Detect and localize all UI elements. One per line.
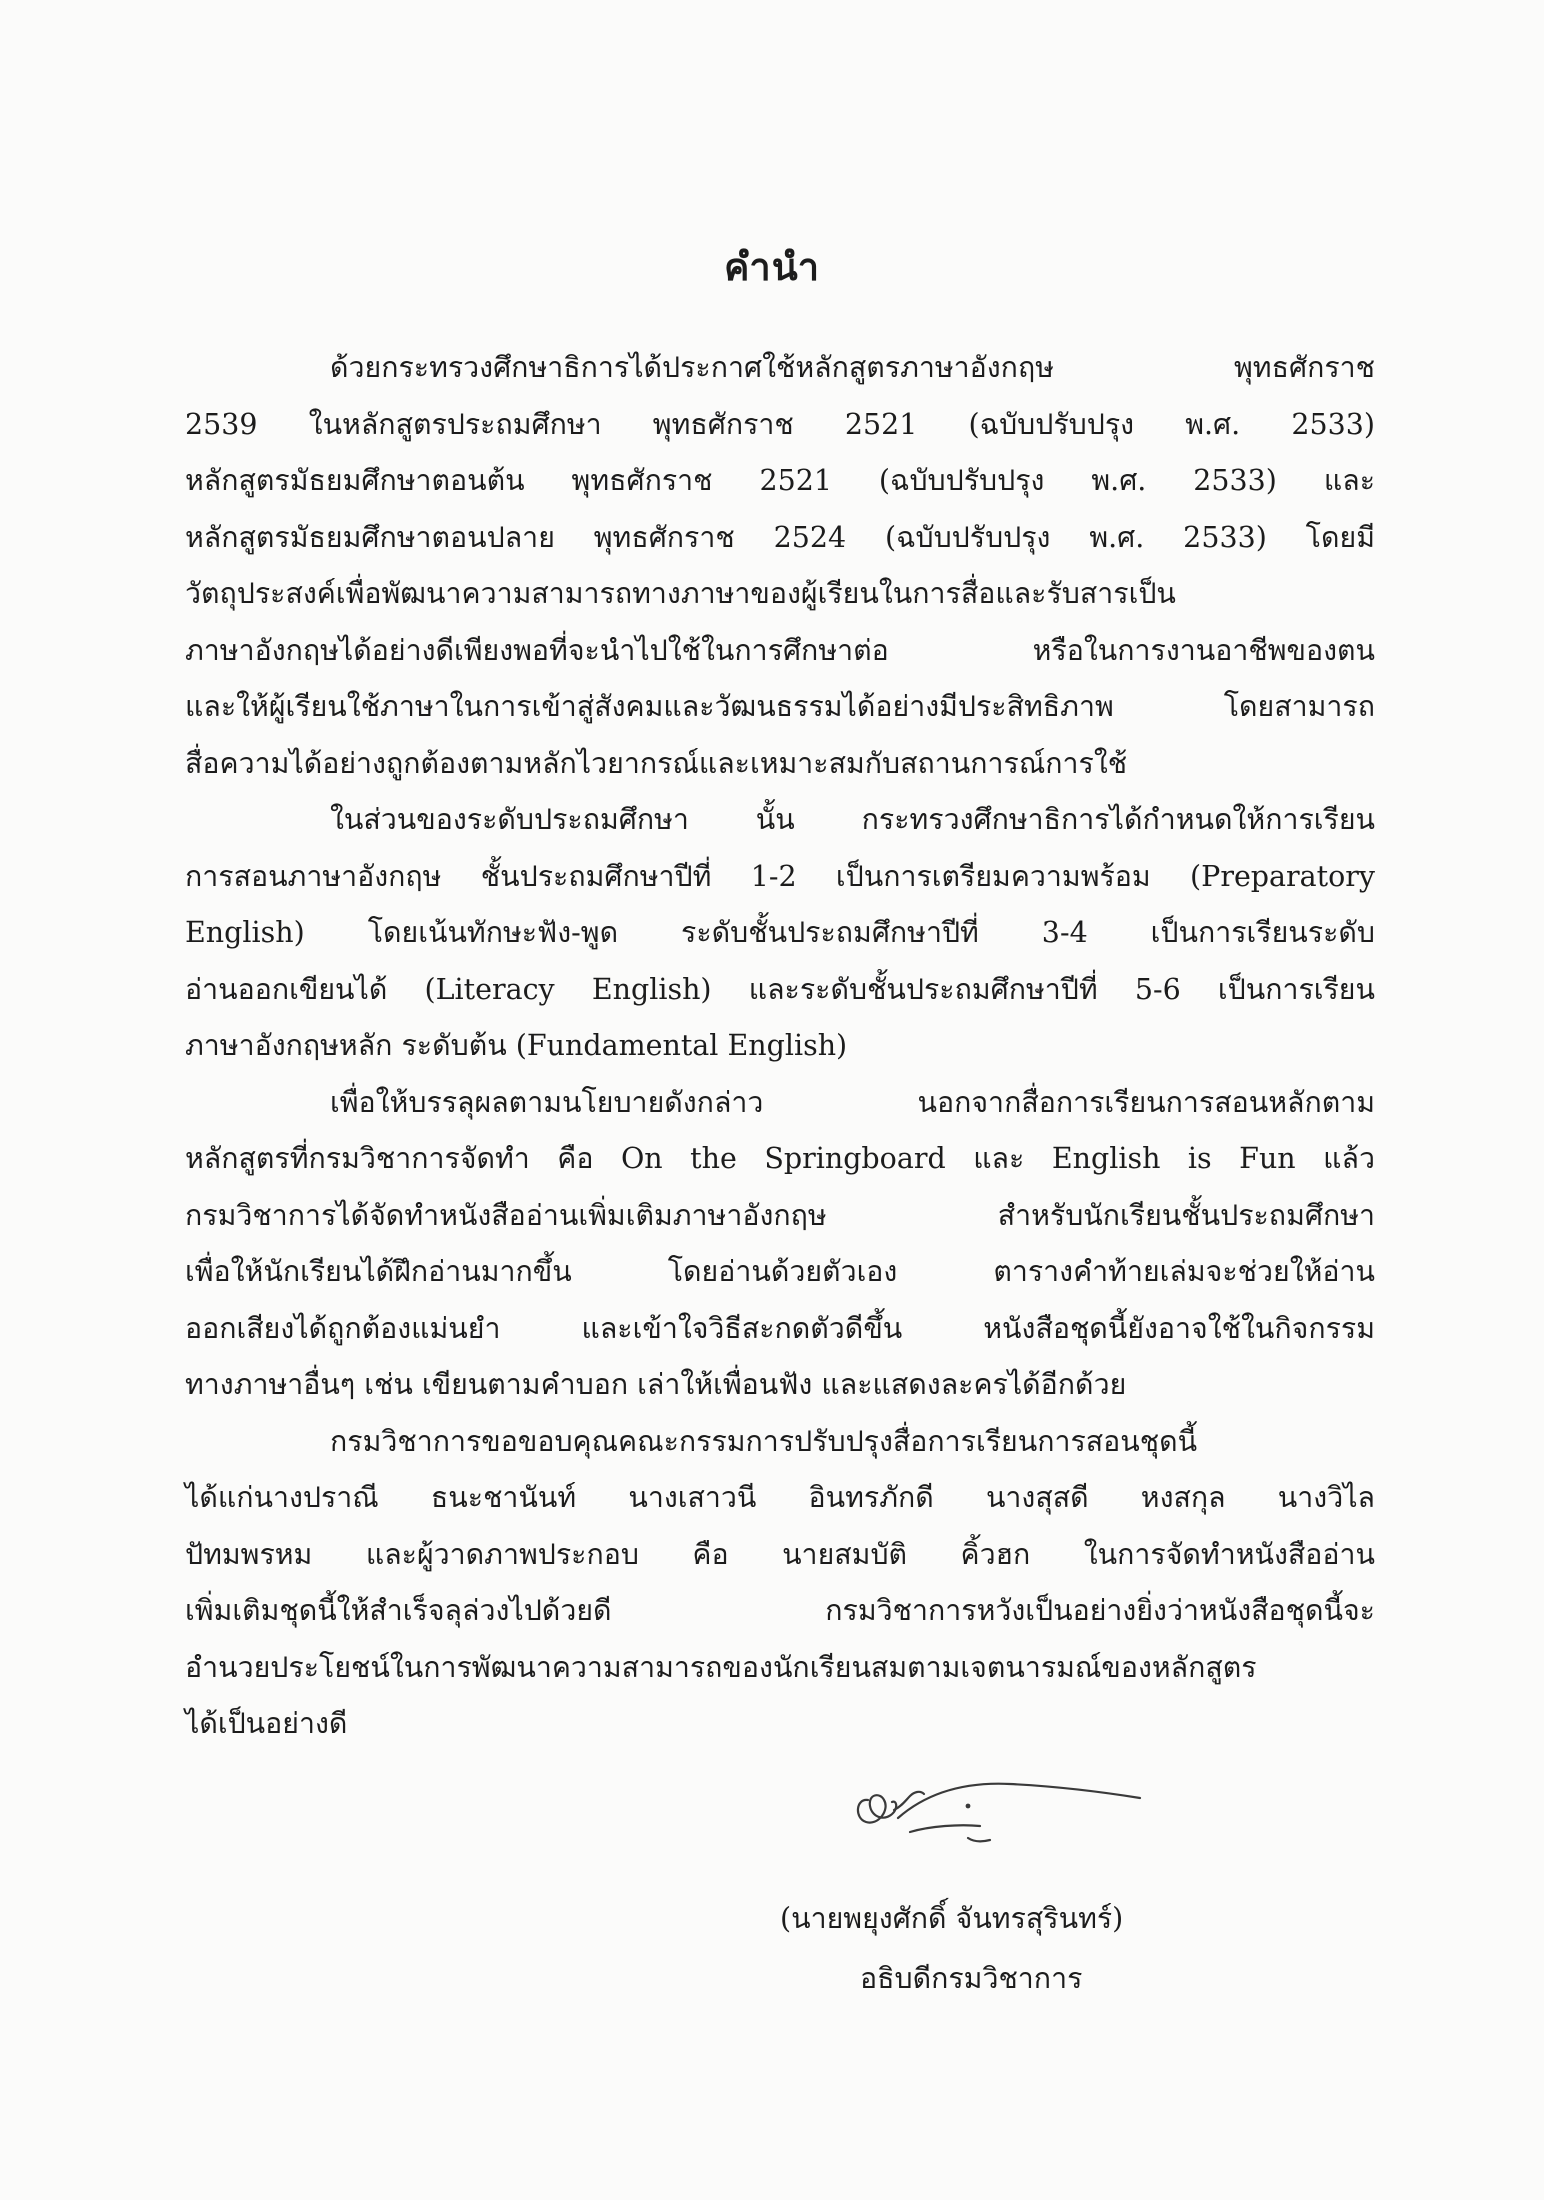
- paragraph-3-line-5: ออกเสียงได้ถูกต้องแม่นยำ และเข้าใจวิธีสะกดตัวดีขึ้น หนังสือชุดนี้ยังอาจใช้ในกิจกรรม: [185, 1311, 1375, 1345]
- paragraph-3-line-1: เพื่อให้บรรลุผลตามนโยบายดังกล่าว นอกจากสื่อการเรียนการสอนหลักตาม: [330, 1085, 1375, 1119]
- paragraph-2-line-3: English) โดยเน้นทักษะฟัง-พูด ระดับชั้นประถมศึกษาปีที่ 3-4 เป็นการเรียนระดับ: [185, 916, 1375, 949]
- paragraph-2-line-4: อ่านออกเขียนได้ (Literacy English) และระดับชั้นประถมศึกษาปีที่ 5-6 เป็นการเรียน: [185, 972, 1375, 1006]
- paragraph-1-line-4: หลักสูตรมัธยมศึกษาตอนปลาย พุทธศักราช 2524 (ฉบับปรับปรุง พ.ศ. 2533) โดยมี: [185, 520, 1375, 554]
- paragraph-4-line-4: เพิ่มเติมชุดนี้ให้สำเร็จลุล่วงไปด้วยดี กรมวิชาการหวังเป็นอย่างยิ่งว่าหนังสือชุดนี้จะ: [185, 1594, 1375, 1627]
- signatory-name: (นายพยุงศักดิ์ จันทรสุรินทร์): [780, 1902, 1124, 1935]
- paragraph-2-line-1: ในส่วนของระดับประถมศึกษา นั้น กระทรวงศึกษาธิการได้กำหนดให้การเรียน: [330, 803, 1375, 836]
- paragraph-4-line-5: อำนวยประโยชน์ในการพัฒนาความสามารถของนักเรียนสมตามเจตนารมณ์ของหลักสูตร: [185, 1650, 1257, 1684]
- paragraph-2-line-5: ภาษาอังกฤษหลัก ระดับต้น (Fundamental English): [185, 1029, 848, 1062]
- paragraph-4-line-2: ได้แก่นางปราณี ธนะชานันท์ นางเสาวนี อินทรภักดี นางสุสดี หงสกุล นางวิไล: [185, 1481, 1375, 1514]
- paragraph-2-line-2: การสอนภาษาอังกฤษ ชั้นประถมศึกษาปีที่ 1-2 เป็นการเตรียมความพร้อม (Preparatory: [185, 859, 1375, 893]
- paragraph-3-line-2: หลักสูตรที่กรมวิชาการจัดทำ คือ On the Springboard และ English is Fun แล้ว: [185, 1142, 1375, 1175]
- body-text: [185, 340, 1375, 1753]
- paragraph-4-line-1: กรมวิชาการขอขอบคุณคณะกรรมการปรับปรุงสื่อการเรียนการสอนชุดนี้: [330, 1424, 1198, 1458]
- paragraph-4-line-6: ได้เป็นอย่างดี: [185, 1707, 348, 1740]
- signatory-position: อธิบดีกรมวิชาการ: [860, 1962, 1083, 1995]
- paragraph-4-line-3: ปัทมพรหม และผู้วาดภาพประกอบ คือ นายสมบัติ คิ้วฮก ในการจัดทำหนังสืออ่าน: [185, 1537, 1375, 1571]
- handwritten-signature: [850, 1760, 1150, 1870]
- page-title: คำนำ: [723, 244, 821, 289]
- paragraph-1-line-7: และให้ผู้เรียนใช้ภาษาในการเข้าสู่สังคมและวัฒนธรรมได้อย่างมีประสิทธิภาพ โดยสามารถ: [185, 690, 1375, 723]
- paragraph-1-line-2: 2539 ในหลักสูตรประถมศึกษา พุทธศักราช 2521 (ฉบับปรับปรุง พ.ศ. 2533): [185, 407, 1375, 441]
- paragraph-1-line-3: หลักสูตรมัธยมศึกษาตอนต้น พุทธศักราช 2521 (ฉบับปรับปรุง พ.ศ. 2533) และ: [185, 464, 1375, 497]
- paragraph-1-line-5: วัตถุประสงค์เพื่อพัฒนาความสามารถทางภาษาของผู้เรียนในการสื่อและรับสารเป็น: [185, 577, 1176, 610]
- paragraph-1-line-8: สื่อความได้อย่างถูกต้องตามหลักไวยากรณ์และเหมาะสมกับสถานการณ์การใช้: [185, 746, 1128, 780]
- paragraph-1-line-1: ด้วยกระทรวงศึกษาธิการได้ประกาศใช้หลักสูตรภาษาอังกฤษ พุทธศักราช: [330, 351, 1375, 384]
- paragraph-3-line-4: เพื่อให้นักเรียนได้ฝึกอ่านมากขึ้น โดยอ่านด้วยตัวเอง ตารางคำท้ายเล่มจะช่วยให้อ่าน: [185, 1255, 1375, 1288]
- paragraph-3-line-6: ทางภาษาอื่นๆ เช่น เขียนตามคำบอก เล่าให้เพื่อนฟัง และแสดงละครได้อีกด้วย: [185, 1368, 1127, 1401]
- paragraph-1-line-6: ภาษาอังกฤษได้อย่างดีเพียงพอที่จะนำไปใช้ในการศึกษาต่อ หรือในการงานอาชีพของตน: [185, 633, 1375, 667]
- paragraph-3-line-3: กรมวิชาการได้จัดทำหนังสืออ่านเพิ่มเติมภาษาอังกฤษ สำหรับนักเรียนชั้นประถมศึกษา: [185, 1198, 1375, 1232]
